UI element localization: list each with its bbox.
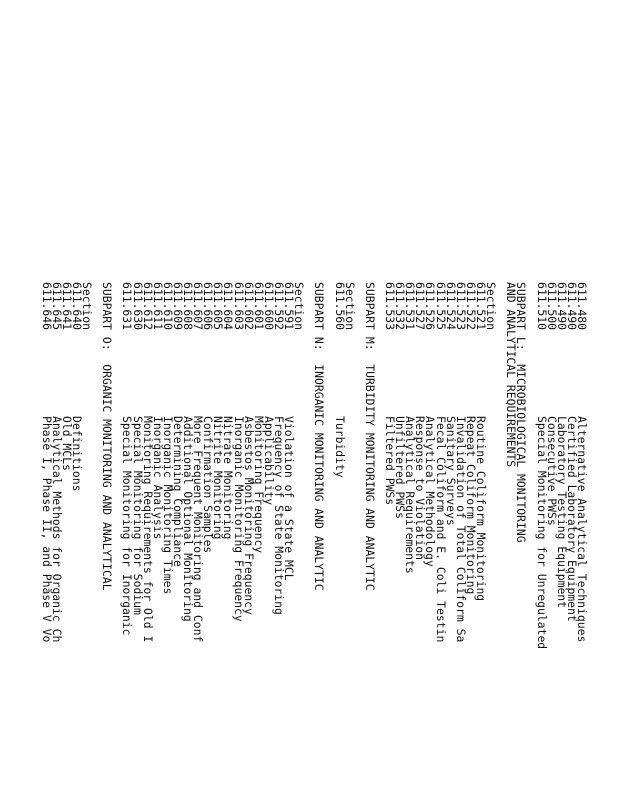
section-number: 611.500 <box>544 282 559 331</box>
section-number: 611.631 <box>120 282 135 331</box>
section-number: 611.646 <box>39 282 54 331</box>
section-number: 611.525 <box>433 282 448 331</box>
section-number: 611.522 <box>463 282 478 331</box>
section-number: 611.604 <box>221 282 236 331</box>
section-number: 611.641 <box>59 282 74 331</box>
subpart-heading: SUBPART M: TURBIDITY MONITORING AND ANALYTIC <box>362 282 377 591</box>
section-title: Response to Violation <box>413 416 428 561</box>
section-number: 611.592 <box>272 282 286 331</box>
section-number: 611.640 <box>70 282 84 331</box>
section-title: Inorganic Monitoring Frequency <box>231 416 246 622</box>
section-number: Section <box>342 282 357 331</box>
section-title: Phase I, Phase II, and Phase V Vo <box>39 416 54 643</box>
section-number: 611.560 <box>332 282 347 331</box>
section-number: 611.532 <box>393 282 408 331</box>
section-title: Fecal Coliform and E. Coli Testin <box>433 416 448 643</box>
section-title: Unfiltered PWSs <box>393 416 408 519</box>
section-title: Special Monitoring for Sodium <box>130 416 145 615</box>
section-title: Nitrate Monitoring <box>221 416 236 540</box>
section-number: 611.645 <box>49 282 64 331</box>
section-title: Monitoring Frequency <box>251 416 266 554</box>
section-number: 611.607 <box>191 282 206 331</box>
section-number: 611.523 <box>453 282 468 331</box>
section-title: Repeat Coliform Monitoring <box>463 416 478 595</box>
subpart-heading: SUBPART O: ORGANIC MONITORING AND ANALYTICAL <box>100 282 115 591</box>
section-title: Consecutive PWSs <box>544 416 559 526</box>
section-title: Nitrite Monitoring <box>211 416 226 540</box>
section-title: More Frequent Monitoring and Conf <box>191 416 206 643</box>
section-title: Determining Compliance <box>171 416 185 567</box>
section-title: Certified Laboratory Equipment <box>564 416 579 622</box>
section-title: Applicability <box>261 416 276 506</box>
section-number: 611.612 <box>140 282 155 331</box>
section-title: Alternative Analytical Techniques <box>575 416 589 643</box>
section-number: 611.611 <box>150 282 165 331</box>
section-title: Turbidity <box>332 416 347 478</box>
section-number: 611.601 <box>251 282 266 331</box>
section-number: 611.610 <box>160 282 175 331</box>
section-number: 611.605 <box>211 282 226 331</box>
section-number: 611.602 <box>241 282 256 331</box>
section-title: Inorganic Analysis <box>150 416 165 540</box>
section-number: Section <box>292 282 307 331</box>
section-title: Asbestos Monitoring Frequency <box>241 416 256 615</box>
section-number: 611.531 <box>403 282 418 331</box>
section-number: 611.603 <box>231 282 246 331</box>
section-number: 611.490 <box>554 282 569 331</box>
section-number: 611.609 <box>171 282 185 331</box>
section-number: 611.480 <box>575 282 589 331</box>
section-number: 611.591 <box>282 282 297 331</box>
subpart-heading: SUBPART N: INORGANIC MONITORING AND ANALYTIC <box>312 282 327 591</box>
section-title: Filtered PWSs <box>383 416 398 506</box>
section-title: Analytical Methodology <box>423 416 438 567</box>
section-title: Frequency of State Monitoring <box>272 416 286 615</box>
section-title: Monitoring Requirements for Old I <box>140 416 155 643</box>
section-title: Definitions <box>70 416 84 492</box>
section-number: Section <box>80 282 95 331</box>
section-number: 611.533 <box>383 282 398 331</box>
section-title: Special Monitoring for Inorganic <box>120 416 135 636</box>
section-number: 611.524 <box>443 282 458 331</box>
section-title: Routine Coliform Monitoring <box>474 416 488 602</box>
section-number: Section <box>484 282 499 331</box>
section-number: 611.630 <box>130 282 145 331</box>
section-number: 611.526 <box>423 282 438 331</box>
subpart-heading: SUBPART L: MICROBIOLOGICAL MONITORING <box>514 282 529 543</box>
section-title: Invalidation of Total Coliform Sa <box>453 416 468 643</box>
section-title: Sanitary Surveys <box>443 416 458 526</box>
section-title: Confirmation Samples <box>201 416 216 554</box>
section-number: 611.490 <box>564 282 579 331</box>
section-number: 611.527 <box>413 282 428 331</box>
section-number: 611.606 <box>201 282 216 331</box>
section-number: 611.600 <box>261 282 276 331</box>
section-number: 611.608 <box>181 282 196 331</box>
section-number: 611.510 <box>534 282 549 331</box>
section-title: Laboratory Testing Equipment <box>554 416 569 609</box>
section-title: Inorganic Monitoring Times <box>160 416 175 595</box>
section-number: 611.521 <box>474 282 488 331</box>
section-title: Violation of a State MCL <box>282 416 297 581</box>
section-title: Old MCLs <box>59 416 74 471</box>
subpart-heading: AND ANALYTICAL REQUIREMENTS <box>504 282 519 468</box>
section-title: Additional Optional Monitoring <box>181 416 196 622</box>
section-title: Analytical Methods for Organic Ch <box>49 416 64 643</box>
section-title: Special Monitoring for Unregulated <box>534 416 549 650</box>
section-title: Analytical Requirements <box>403 416 418 574</box>
